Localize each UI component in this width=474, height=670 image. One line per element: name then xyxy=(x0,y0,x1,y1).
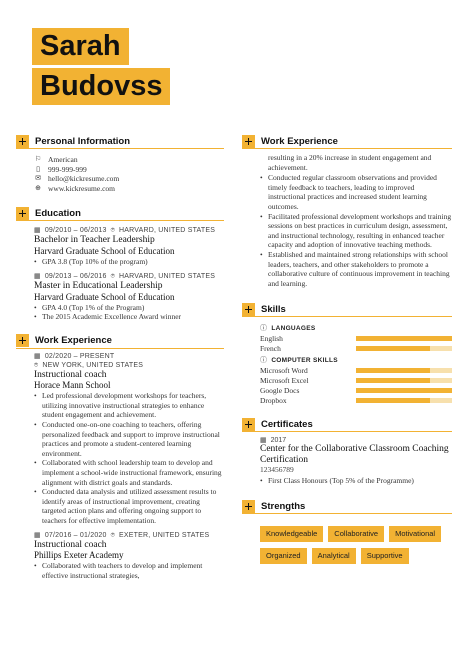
section-plus-icon xyxy=(242,303,255,316)
computer-skills-heading xyxy=(260,355,452,365)
info-circle-icon: ⓘ xyxy=(260,356,268,365)
languages-title: LANGUAGES xyxy=(271,324,316,332)
cert-id: 123456789 xyxy=(260,465,294,475)
strength-tag: Knowledgeable xyxy=(260,526,323,542)
section-title: Work Experience xyxy=(35,335,112,347)
job-entry xyxy=(34,352,224,526)
skill-name: English xyxy=(260,333,283,343)
skill-name: Microsoft Word xyxy=(260,365,308,375)
entry-location: HARVARD, UNITED STATES xyxy=(119,227,216,234)
list-item: • Conducted one-on-one coaching to teachers, offering personalized feedback and support to improve instructional practices and promote a student-centered learning environment. xyxy=(34,420,224,458)
job-role: Instructional coach xyxy=(34,539,107,550)
skill-fill xyxy=(356,336,452,341)
computer-skills-title: COMPUTER SKILLS xyxy=(271,356,338,364)
certificate-entry xyxy=(260,436,452,485)
entry-location: NEW YORK, UNITED STATES xyxy=(42,361,144,369)
section-work-experience xyxy=(16,334,224,581)
location-pin-icon: ⌾ xyxy=(34,360,39,369)
section-title: Skills xyxy=(261,303,286,315)
list-item: • Collaborated with teachers to develop and implement effective instructional strategies, xyxy=(34,561,224,580)
skills-body xyxy=(260,323,452,405)
section-work-experience-continued xyxy=(242,134,452,288)
first-name: Sarah xyxy=(32,28,129,65)
strength-tag: Analytical xyxy=(312,548,356,564)
skill-name: French xyxy=(260,343,281,353)
employer-name: Horace Mann School xyxy=(34,380,111,391)
list-item: • Established and maintained strong relationships with school leaders, teachers, and other stakeholders to promote a collaborative culture of continuous improvement in teaching and learning. xyxy=(260,250,452,288)
section-header xyxy=(16,334,224,349)
section-title: Work Experience xyxy=(261,135,338,147)
skill-row xyxy=(260,375,452,385)
section-header xyxy=(16,206,224,221)
degree-title: Master in Educational Leadership xyxy=(34,281,163,292)
entry-meta xyxy=(34,352,224,361)
skill-bar xyxy=(356,368,452,373)
list-item: • GPA 3.8 (Top 10% of the program) xyxy=(34,257,224,267)
school-name: Harvard Graduate School of Education xyxy=(34,245,175,256)
location-pin-icon: ⌾ xyxy=(110,272,116,281)
skill-fill xyxy=(356,378,430,383)
info-website xyxy=(34,184,224,194)
calendar-icon: ▦ xyxy=(34,226,41,234)
section-header xyxy=(242,302,452,317)
list-item: • Conducted regular classroom observations and provided timely feedback to teachers, leading to improved instructional practices and increased student learning outcomes. xyxy=(260,173,452,211)
cert-name: Center for the Collaborative Classroom Coaching Certification xyxy=(260,444,449,465)
info-nationality xyxy=(34,155,224,165)
section-certificates xyxy=(242,417,452,485)
education-notes xyxy=(34,257,224,267)
languages-heading xyxy=(260,323,452,333)
info-email xyxy=(34,174,224,184)
website-link[interactable]: www.kickresume.com xyxy=(48,183,115,193)
skill-bar xyxy=(356,346,452,351)
section-plus-icon xyxy=(242,135,255,148)
job-role: Instructional coach xyxy=(34,369,107,380)
entry-location: EXETER, UNITED STATES xyxy=(119,531,210,539)
skill-row xyxy=(260,365,452,375)
section-title: Personal Information xyxy=(35,135,131,147)
skill-name: Dropbox xyxy=(260,395,287,405)
job-bullets xyxy=(260,173,452,288)
skill-bar xyxy=(356,336,452,341)
nationality-text: American xyxy=(48,155,78,164)
strength-tag: Supportive xyxy=(361,548,409,564)
skill-fill xyxy=(356,368,430,373)
skill-name: Microsoft Excel xyxy=(260,375,309,385)
entry-meta xyxy=(34,272,224,281)
phone-icon: ▯ xyxy=(36,164,40,173)
list-item: • Conducted data analysis and utilized assessment results to identify areas of instructional improvement, creating targeted action plans and offering ongoing support to teachers for effective implementation. xyxy=(34,487,224,525)
right-column xyxy=(242,134,452,564)
globe-icon: ⊕ xyxy=(35,183,41,192)
entry-meta xyxy=(34,531,224,540)
skill-name: Google Docs xyxy=(260,385,300,395)
section-plus-icon xyxy=(242,418,255,431)
location-pin-icon: ⌾ xyxy=(110,530,116,539)
section-education xyxy=(16,206,224,322)
skill-bar xyxy=(356,398,452,403)
job-entry xyxy=(34,531,224,581)
section-title: Certificates xyxy=(261,418,313,430)
strength-tag: Collaborative xyxy=(328,526,384,542)
mail-icon: ✉ xyxy=(35,174,41,182)
skill-fill xyxy=(356,398,430,403)
skill-bar xyxy=(356,378,452,383)
skill-row xyxy=(260,385,452,395)
skill-row xyxy=(260,395,452,405)
section-header xyxy=(242,499,452,514)
strength-tag: Organized xyxy=(260,548,307,564)
section-personal-information xyxy=(16,134,224,193)
education-notes xyxy=(34,303,224,322)
list-item: • Led professional development workshops for teachers, utilizing innovative instructional strategies to enhance student engagement and achievement. xyxy=(34,391,224,420)
calendar-icon: ▦ xyxy=(34,530,41,539)
section-strengths xyxy=(242,499,452,564)
education-entry xyxy=(34,226,224,266)
calendar-icon: ▦ xyxy=(34,351,41,360)
entry-meta xyxy=(34,226,224,235)
section-plus-icon xyxy=(16,334,29,347)
name-header xyxy=(32,28,170,105)
list-item: • First Class Honours (Top 5% of the Programme) xyxy=(260,476,452,486)
school-name: Harvard Graduate School of Education xyxy=(34,291,175,302)
job-entry-continued xyxy=(260,153,452,288)
skill-row xyxy=(260,343,452,353)
job-bullets xyxy=(34,561,224,580)
education-entry xyxy=(34,272,224,322)
phone-text: 999-999-999 xyxy=(48,164,87,174)
skill-fill xyxy=(356,346,430,351)
left-column xyxy=(16,134,224,580)
section-plus-icon xyxy=(16,207,29,220)
list-item: • GPA 4.0 (Top 1% of the Program) xyxy=(34,303,224,313)
personal-info-list xyxy=(34,155,224,193)
last-name: Budovss xyxy=(32,68,170,105)
section-skills xyxy=(242,302,452,405)
degree-title: Bachelor in Teacher Leadership xyxy=(34,235,155,245)
info-phone xyxy=(34,165,224,175)
section-header xyxy=(242,417,452,432)
cert-year: 2017 xyxy=(270,436,287,444)
email-link[interactable]: hello@kickresume.com xyxy=(48,174,120,183)
flag-icon: ⚐ xyxy=(34,155,42,163)
employer-name: Phillips Exeter Academy xyxy=(34,550,124,561)
section-plus-icon xyxy=(16,135,29,148)
cert-notes xyxy=(260,476,452,486)
info-circle-icon: ⓘ xyxy=(260,324,268,333)
entry-date: 07/2016 – 01/2020 xyxy=(44,531,107,539)
list-item: • The 2015 Academic Excellence Award winner xyxy=(34,312,224,322)
strength-tags xyxy=(260,526,450,564)
calendar-icon: ▦ xyxy=(34,272,41,281)
strength-tag: Motivational xyxy=(389,526,441,542)
skill-bar xyxy=(356,388,452,393)
entry-date: 09/2010 – 06/2013 xyxy=(44,227,107,234)
entry-location-row xyxy=(34,361,224,370)
job-bullets xyxy=(34,391,224,525)
bullet-continuation: resulting in a 20% increase in student engagement and achievement. xyxy=(268,153,432,172)
skill-row xyxy=(260,333,452,343)
section-header xyxy=(242,134,452,149)
entry-location: HARVARD, UNITED STATES xyxy=(119,273,216,281)
entry-date: 09/2013 – 06/2016 xyxy=(44,273,107,281)
location-pin-icon: ⌾ xyxy=(110,226,116,234)
list-item: • Facilitated professional development workshops and training sessions on best practices in curriculum design, assessment, and instructional technology, resulting in enhanced teacher capacity and adoption of innovative teaching methods. xyxy=(260,212,452,250)
list-item: • Collaborated with school leadership team to develop and implement a school-wide instructional framework, ensuring alignment with district goals and standards. xyxy=(34,458,224,487)
section-title: Strengths xyxy=(261,500,306,512)
section-header xyxy=(16,134,224,149)
section-title: Education xyxy=(35,207,81,219)
entry-date: 02/2020 – PRESENT xyxy=(44,352,115,360)
skill-fill xyxy=(356,388,452,393)
calendar-icon: ▦ xyxy=(260,436,267,445)
section-plus-icon xyxy=(242,500,255,513)
